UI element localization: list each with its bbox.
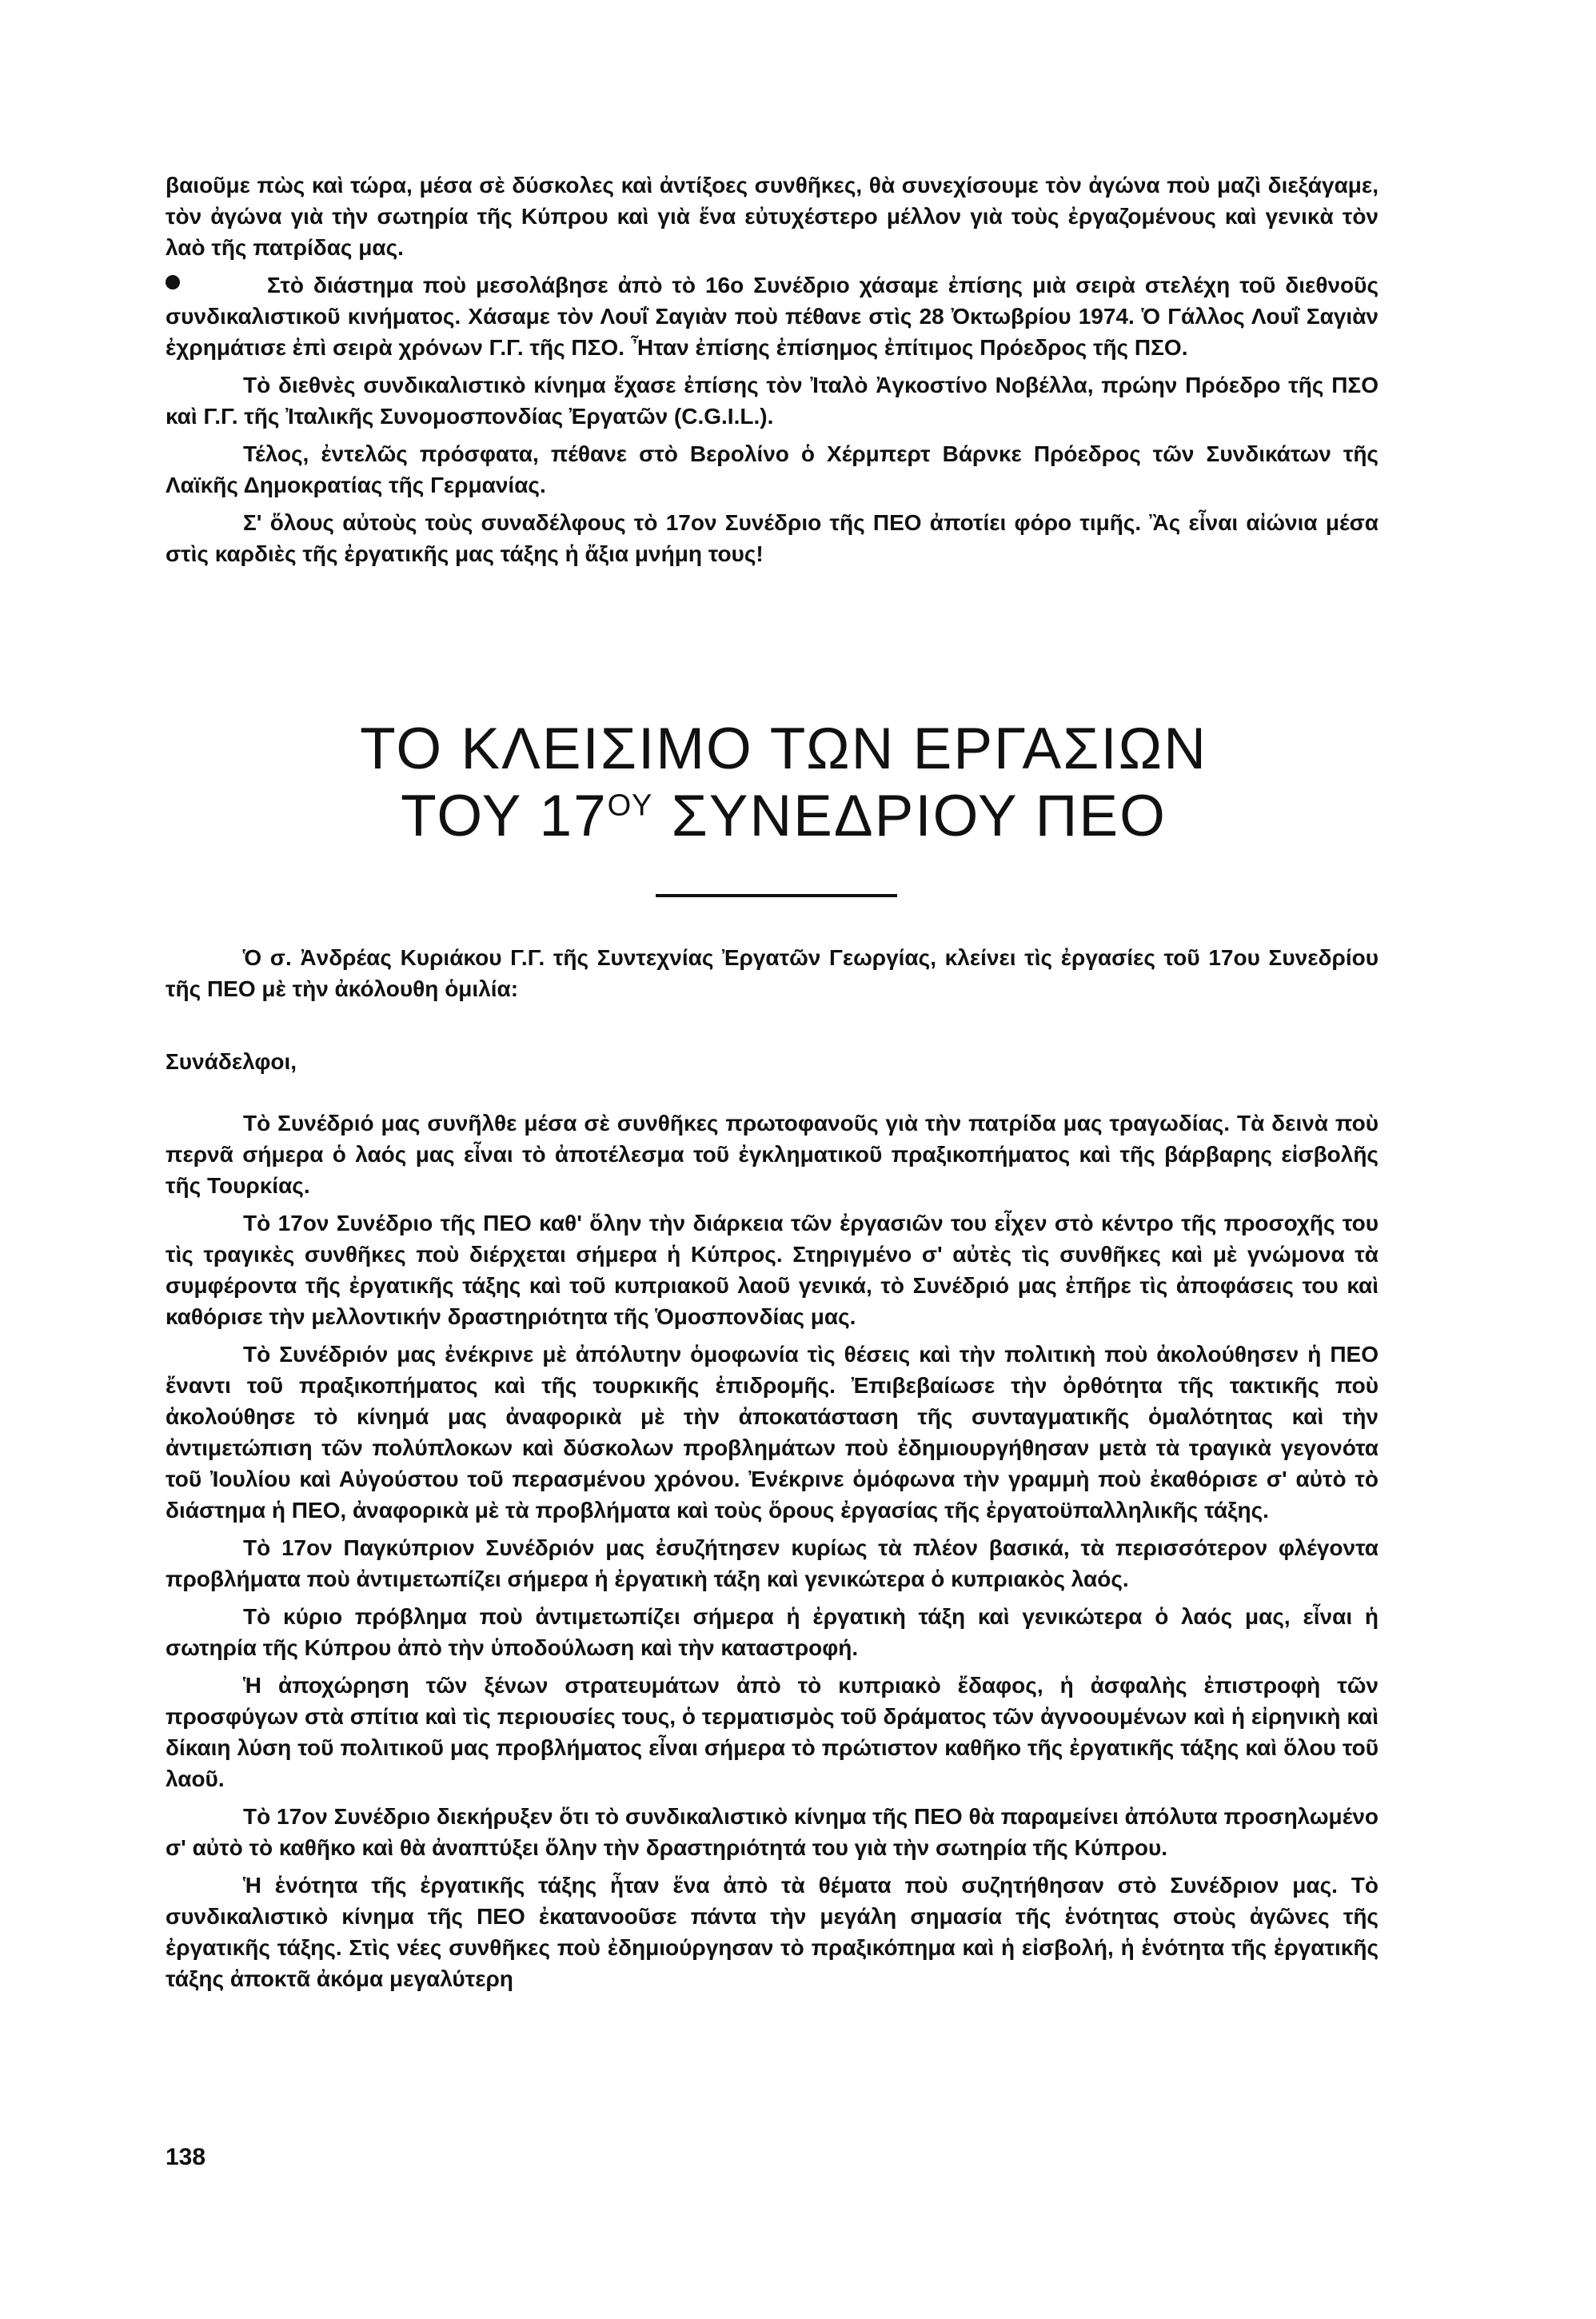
paragraph-text: Στὸ διάστημα ποὺ μεσολάβησε ἀπὸ τὸ 16ο Συνέδριο χάσαμε ἐπίσης μιὰ σειρὰ στελέχη τοῦ διεθνοῦς συνδικαλιστικοῦ κινήματος. Χάσαμε τὸν Λουΐ Σαγιὰν ποὺ πέθανε στὶς 28 Ὀκτωβρίου 1974. Ὁ Γάλλος Λουΐ Σαγιὰν ἐχρημάτισε ἐπὶ σειρὰ χρόνων Γ.Γ. τῆς ΠΣΟ. Ἦταν ἐπίσης ἐπίσημος ἐπίτιμος Πρόεδρος τῆς ΠΣΟ.: [166, 273, 1379, 360]
memorial-section: [166, 170, 1379, 576]
paragraph: Τὸ 17ον Παγκύπριον Συνέδριόν μας ἐσυζήτησεν κυρίως τὰ πλέον βασικά, τὰ περισσότερον φλέγοντα προβλήματα ποὺ ἀντιμετωπίζει σήμερα ἡ ἐργατικὴ τάξη καὶ γενικώτερα ὁ κυπριακὸς λαός.: [166, 1535, 1379, 1591]
paragraph: Σ' ὅλους αὐτοὺς τοὺς συναδέλφους τὸ 17ον Συνέδριο τῆς ΠΕΟ ἀποτίει φόρο τιμῆς. Ἂς εἶναι αἰώνια μέσα στὶς καρδιὲς τῆς ἐργατικῆς μας τάξης ἡ ἄξια μνήμη τους!: [166, 510, 1379, 566]
paragraph: Ἡ ἀποχώρηση τῶν ξένων στρατευμάτων ἀπὸ τὸ κυπριακὸ ἔδαφος, ἡ ἀσφαλὴς ἐπιστροφὴ τῶν προσφύγων στὰ σπίτια καὶ τὶς περιουσίες τους, ὁ τερματισμὸς τοῦ δράματος τῶν ἀγνοουμένων καὶ ἡ εἰρηνικὴ καὶ δίκαιη λύση τοῦ πολιτικοῦ μας προβλήματος εἶναι σήμερα τὸ πρώτιστον καθῆκο τῆς ἐργατικῆς τάξης καὶ ὅλου τοῦ λαοῦ.: [166, 1673, 1379, 1791]
title-line-2: [288, 783, 1279, 850]
bullet-paragraph: [166, 269, 1379, 363]
title-divider: [656, 894, 897, 897]
title-line-1: ΤΟ ΚΛΕΙΣΙΜΟ ΤΩΝ ΕΡΓΑΣΙΩΝ: [360, 716, 1207, 781]
paragraph: βαιοῦμε πὼς καὶ τώρα, μέσα σὲ δύσκολες καὶ ἀντίξοες συνθῆκες, θὰ συνεχίσουμε τὸν ἀγώνα ποὺ μαζὶ διεξάγαμε, τὸν ἀγώνα γιὰ τὴν σωτηρία τῆς Κύπρου καὶ γιὰ ἕνα εὐτυχέστερο μέλλον γιὰ τοὺς ἐργαζομένους καὶ γενικὰ τὸν λαὸ τῆς πατρίδας μας.: [166, 173, 1379, 260]
speech-body: [166, 1108, 1379, 2001]
intro-paragraph: Ὁ σ. Ἀνδρέας Κυριάκου Γ.Γ. τῆς Συντεχνίας Ἐργατῶν Γεωργίας, κλείνει τὶς ἐργασίες τοῦ 17ου Συνεδρίου τῆς ΠΕΟ μὲ τὴν ἀκόλουθη ὁμιλία:: [166, 945, 1379, 1001]
paragraph: Ἡ ἑνότητα τῆς ἐργατικῆς τάξης ἦταν ἕνα ἀπὸ τὰ θέματα ποὺ συζητήθησαν στὸ Συνέδριον μας. Τὸ συνδικαλιστικὸ κίνημα τῆς ΠΕΟ ἐκατανοοῦσε πάντα τὴν μεγάλη σημασία τῆς ἑνότητας στοὺς ἀγῶνες τῆς ἐργατικῆς τάξης. Στὶς νέες συνθῆκες ποὺ ἐδημιούργησαν τὸ πραξικόπημα καὶ ἡ εἰσβολή, ἡ ἑνότητα τῆς ἐργατικῆς τάξης ἀποκτᾶ ἀκόμα μεγαλύτερη: [166, 1873, 1379, 1991]
intro-section: [166, 942, 1379, 1011]
paragraph: Τὸ Συνέδριό μας συνῆλθε μέσα σὲ συνθῆκες πρωτοφανοῦς γιὰ τὴν πατρίδα μας τραγωδίας. Τὰ δεινὰ ποὺ περνᾶ σήμερα ὁ λαός μας εἶναι τὸ ἀποτέλεσμα τοῦ ἐγκληματικοῦ πραξικοπήματος καὶ τῆς βάρβαρης εἰσβολῆς τῆς Τουρκίας.: [166, 1111, 1379, 1198]
page-number: 138: [166, 2144, 206, 2170]
paragraph: Τὸ διεθνὲς συνδικαλιστικὸ κίνημα ἔχασε ἐπίσης τὸν Ἰταλὸ Ἀγκοστίνο Νοβέλλα, πρώην Πρόεδρο τῆς ΠΣΟ καὶ Γ.Γ. τῆς Ἰταλικῆς Συνομοσπονδίας Ἐργατῶν (C.G.I.L.).: [166, 373, 1379, 429]
paragraph: Τὸ κύριο πρόβλημα ποὺ ἀντιμετωπίζει σήμερα ἡ ἐργατικὴ τάξη καὶ γενικώτερα ὁ λαός μας, εἶναι ἡ σωτηρία τῆς Κύπρου ἀπὸ τὴν ὑποδούλωση καὶ τὴν καταστροφή.: [166, 1604, 1379, 1660]
title-line-2-end: ΣΥΝΕΔΡΙΟΥ ΠΕΟ: [653, 784, 1167, 848]
paragraph: Τὸ 17ον Συνέδριο διεκήρυξεν ὅτι τὸ συνδικαλιστικὸ κίνημα τῆς ΠΕΟ θὰ παραμείνει ἀπόλυτα προσηλωμένο σ' αὐτὸ τὸ καθῆκο καὶ θὰ ἀναπτύξει ὅλην τὴν δραστηριότητά του γιὰ τὴν σωτηρία τῆς Κύπρου.: [166, 1804, 1379, 1860]
section-title: [288, 716, 1279, 850]
paragraph: Τέλος, ἐντελῶς πρόσφατα, πέθανε στὸ Βερολίνο ὁ Χέρμπερτ Βάρνκε Πρόεδρος τῶν Συνδικάτων τῆς Λαϊκῆς Δημοκρατίας τῆς Γερμανίας.: [166, 441, 1379, 497]
salutation: Συνάδελφοι,: [166, 1049, 297, 1074]
paragraph: Τὸ 17ον Συνέδριο τῆς ΠΕΟ καθ' ὅλην τὴν διάρκεια τῶν ἐργασιῶν του εἶχεν στὸ κέντρο τῆς προσοχῆς του τὶς τραγικὲς συνθῆκες ποὺ διέρχεται σήμερα ἡ Κύπρος. Στηριγμένο σ' αὐτὲς τὶς συνθῆκες καὶ μὲ γνώμονα τὰ συμφέροντα τῆς ἐργατικῆς τάξης καὶ τοῦ κυπριακοῦ λαοῦ γενικά, τὸ Συνέδριό μας ἐπῆρε τὶς ἀποφάσεις του καὶ καθόρισε τὴν μελλοντικήν δραστηριότητα τῆς Ὁμοσπονδίας μας.: [166, 1211, 1379, 1329]
paragraph: Τὸ Συνέδριόν μας ἐνέκρινε μὲ ἀπόλυτην ὁμοφωνία τὶς θέσεις καὶ τὴν πολιτικὴ ποὺ ἀκολούθησεν ἡ ΠΕΟ ἔναντι τοῦ πραξικοπήματος καὶ τῆς τουρκικῆς ἐπιδρομῆς. Ἐπιβεβαίωσε τὴν ὀρθότητα τῆς τακτικῆς ποὺ ἀκολούθησε τὸ κίνημά μας ἀναφορικὰ μὲ τὴν ἀποκατάσταση τῆς συνταγματικῆς ὁμαλότητας καὶ τὴν ἀντιμετώπιση τῶν πολύπλοκων καὶ δύσκολων προβλημάτων ποὺ ἐδημιουργήθησαν μετὰ τὰ τραγικὰ γεγονότα τοῦ Ἰουλίου καὶ Αὐγούστου τοῦ περασμένου χρόνου. Ἐνέκρινε ὁμόφωνα τὴν γραμμὴ ποὺ ἐκαθόρισε σ' αὐτὸ τὸ διάστημα ἡ ΠΕΟ, ἀναφορικὰ μὲ τὰ προβλήματα καὶ τοὺς ὅρους ἐργασίας τῆς ἐργατοϋπαλληλικῆς τάξης.: [166, 1342, 1379, 1523]
title-ordinal-superscript: ΟΥ: [607, 788, 654, 823]
bullet-dot-icon: [166, 275, 180, 289]
title-line-2-start: ΤΟΥ 17: [401, 784, 608, 848]
